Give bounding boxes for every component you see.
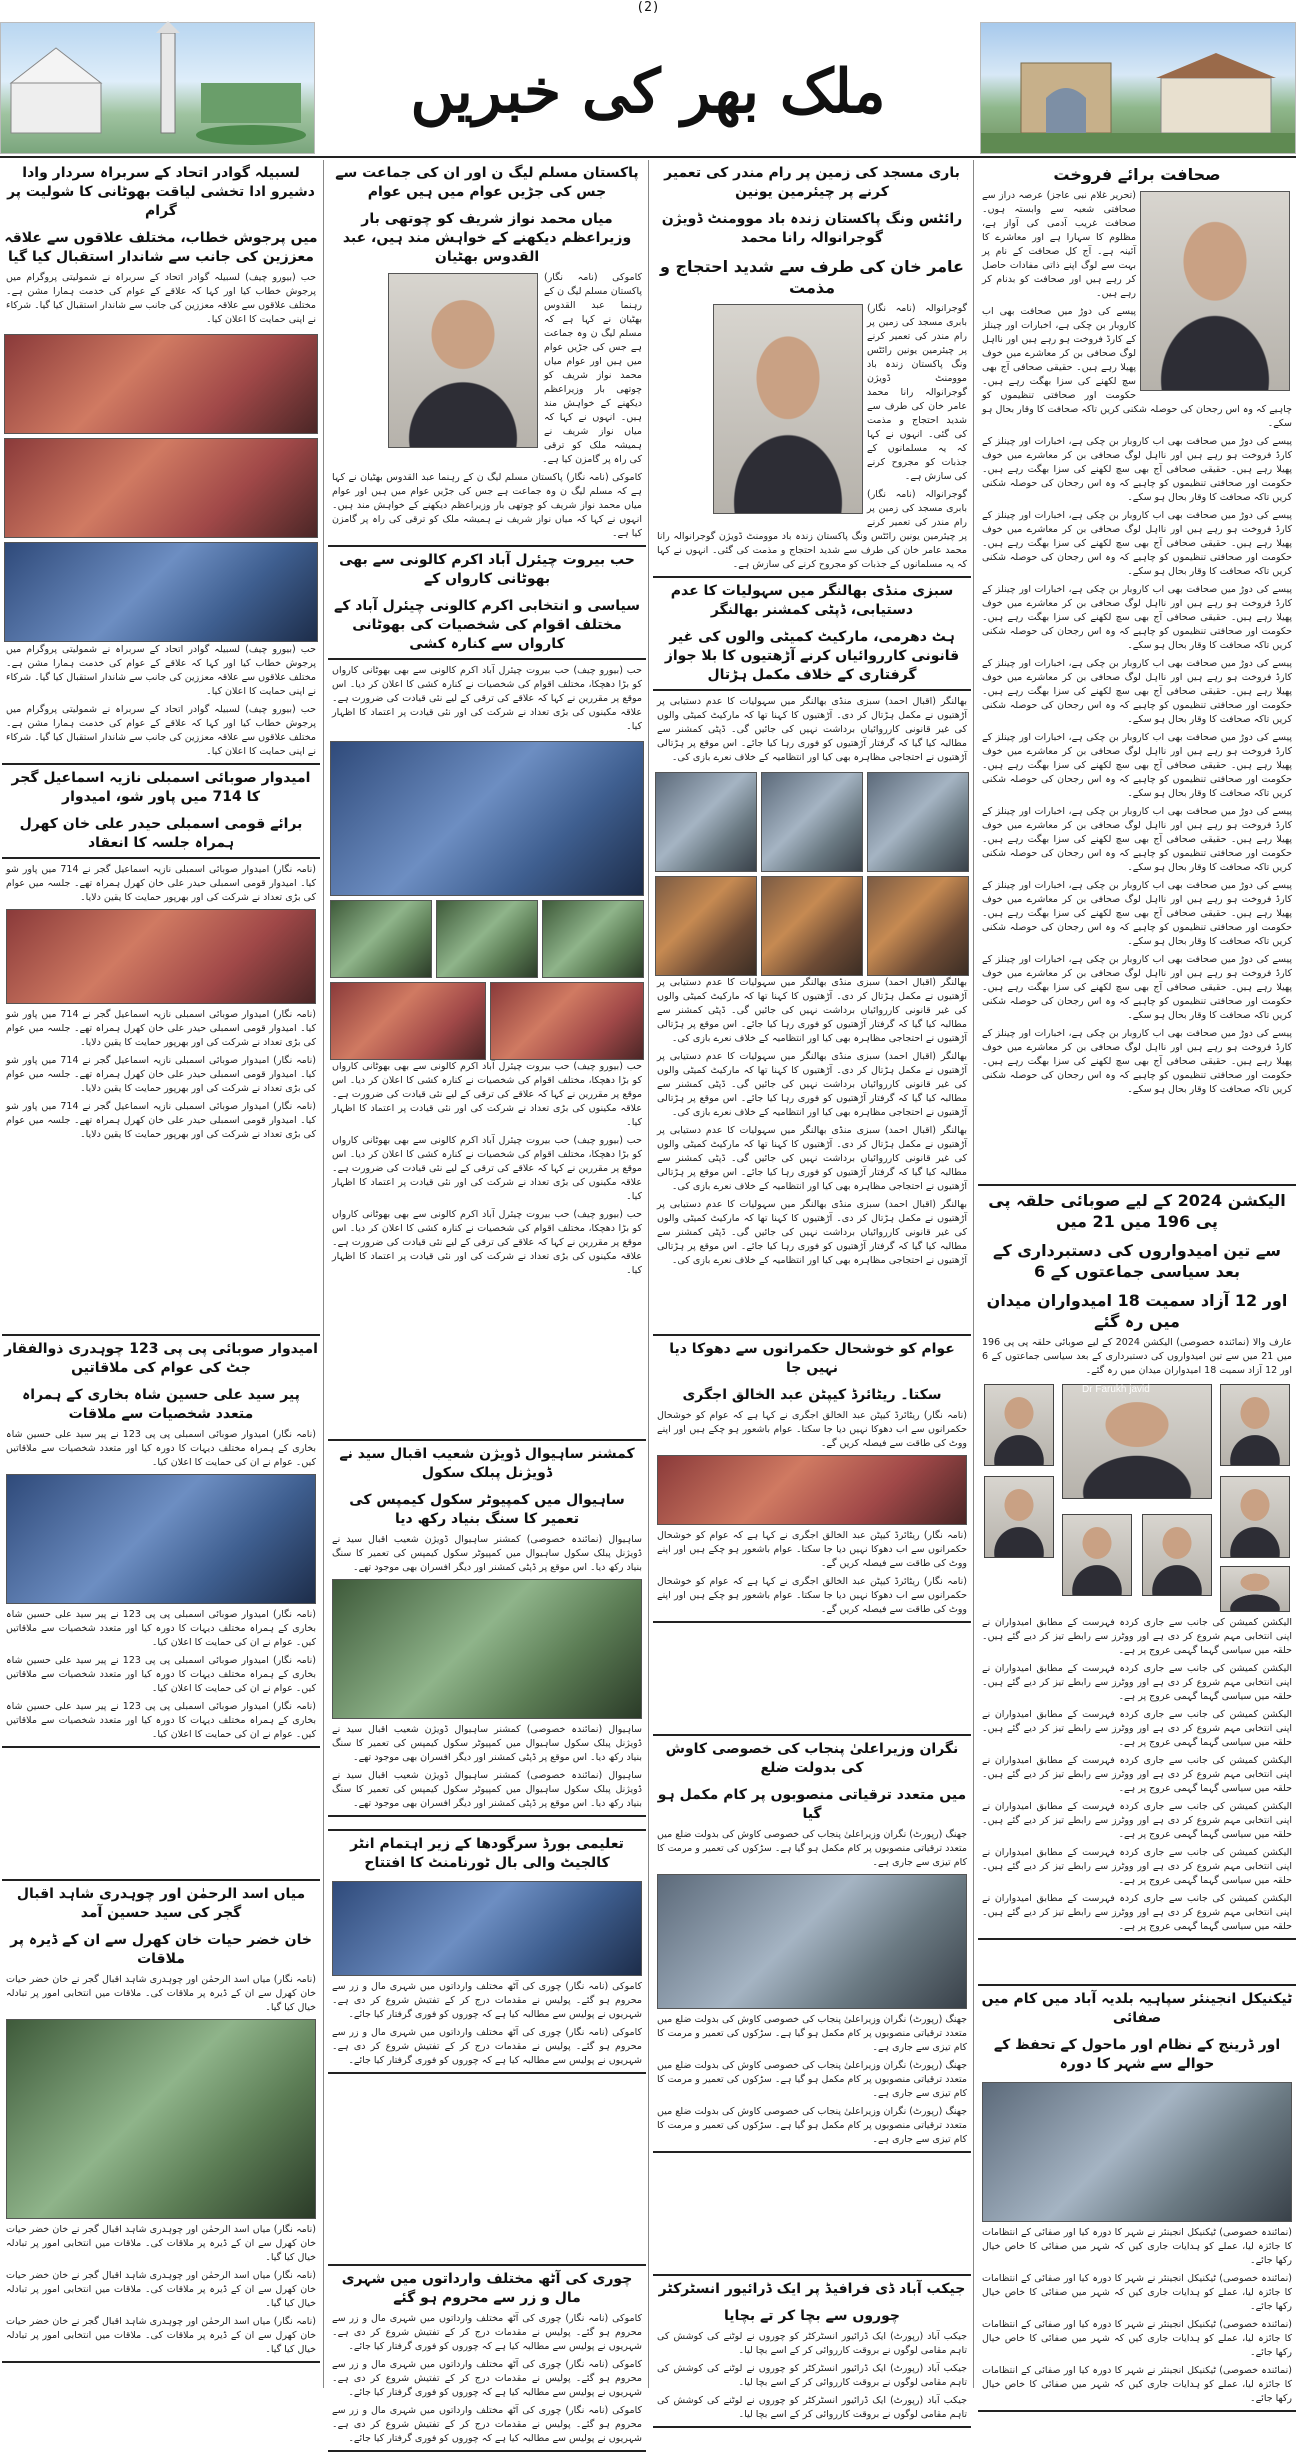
article-headline: لسبیلہ گوادر اتحاد کے سربراہ سردار وادا دشیرو ادا تخشی لیاقت بھوٹانی کا شولیت پر گرام [7, 165, 315, 219]
article-text: الیکشن کمیشن کی جانب سے جاری کردہ فہرست کے مطابق امیدواران نے اپنی انتخابی مہم شروع کر دی ہے اور ووٹرز سے رابطے تیز کر دیے گئے ہیں۔ حلقہ میں سیاسی گہما گہمی عروج پر ہے۔ [982, 1663, 1292, 1702]
article-text: جھنگ (رپورٹ) نگران وزیراعلیٰ پنجاب کی خصوصی کاوش کی بدولت ضلع میں متعدد ترقیاتی منصوبوں پر کام مکمل ہو گیا ہے۔ سڑکوں کی تعمیر و مرمت کا کام تیزی سے جاری ہے۔ [657, 1829, 967, 1868]
gathering-photo [330, 900, 432, 978]
theft-headline: چوروں سے بچا کر تے بچایا [724, 2308, 900, 2324]
strike-photo-grid [655, 769, 969, 974]
engineer-headline: ٹیکنیکل انجینئر سپاہیہ بلدیہ آباد میں کام میں صفائی [981, 1991, 1293, 2026]
column-left [2, 160, 320, 2388]
article-text: (نامہ نگار) میاں اسد الرحمٰن اور چوہدری شاہد اقبال گجر نے خان خضر حیات خان کھرل سے ان کے ڈیرہ پر ملاقات کی۔ ملاقات میں انتخابی امور پر تبادلہ خیال کیا گیا۔ [6, 2270, 316, 2309]
strike-photo [867, 876, 969, 976]
gate-icon [981, 23, 1295, 153]
column-right [978, 160, 1296, 2404]
article-text: (نامہ نگار) امیدوار صوبائی اسمبلی پی پی 123 نے پیر سید علی حسین شاہ بخاری کے ہمراہ مختلف دیہات کا دورہ کیا اور متعدد شخصیات سے ملاقاتیں کیں۔ عوام نے ان کی حمایت کا اعلان کیا۔ [6, 1655, 317, 1694]
article-text: ساہیوال (نمائندہ خصوصی) کمشنر ساہیوال ڈویژن شعیب اقبال سید نے ڈویژنل پبلک سکول ساہیوال میں کمپیوٹر سکول کیمپس کی تعمیر کا سنگ بنیاد رکھ دیا۔ اس موقع پر ڈپٹی کمشنر اور دیگر افسران بھی موجود تھے۔ [332, 1724, 642, 1763]
crime-headline: چوری کی آٹھ مختلف وارداتوں میں شہری مال و زر سے محروم ہو گئے [341, 2271, 633, 2306]
strike-photo [761, 772, 863, 872]
article-text: (نمائندہ خصوصی) ٹیکنیکل انجینئر نے شہر کا دورہ کیا اور صفائی کے انتظامات کا جائزہ لیا، عملے کو ہدایات جاری کیں کہ شہر میں صفائی کا خاص خیال رکھا جائے۔ [982, 2227, 1292, 2266]
program-photo-grid [4, 331, 318, 641]
article-text: (نامہ نگار) امیدوار صوبائی اسمبلی نازیہ اسماعیل گجر نے 714 میں پاور شو کیا۔ امیدوار قومی اسمبلی حیدر علی خان کھرل ہمراہ تھے۔ جلسہ میں عوام کی بڑی تعداد نے شرکت کی اور بھرپور حمایت کا یقین دلایا۔ [6, 1101, 317, 1140]
gathering-photo [330, 982, 486, 1060]
article-text: (نامہ نگار) ریٹائرڈ کیپٹن عبد الخالق اجگری نے کہا ہے کہ عوام کو خوشحال حکمرانوں سے اب دھوکا نہیں دیا جا سکتا۔ عوام باشعور ہو چکے ہیں اور اپنے ووٹ کی طاقت سے فیصلہ کریں گے۔ [657, 1410, 967, 1449]
na-headline: امیدوار صوبائی اسمبلی نازیہ اسماعیل گجر کا 714 میں پاور شو، امیدوار [11, 770, 311, 805]
article-text: گوجرانوالہ (نامہ نگار) بابری مسجد کی زمین پر رام مندر کی تعمیر کرنے پر چیئرمین یونین رائٹس ونگ پاکستان زندہ باد موومنٹ ڈویژن گوجرانوالہ رانا محمد عامر خان کی طرف سے شدید احتجاج و مذمت کی گئی۔ انہوں نے کہا کہ یہ مسلمانوں کے جذبات کو مجروح کرنے کی سازش ہے۔ [657, 489, 967, 570]
article-text: الیکشن کمیشن کی جانب سے جاری کردہ فہرست کے مطابق امیدواران نے اپنی انتخابی مہم شروع کر دی ہے اور ووٹرز سے رابطے تیز کر دیے گئے ہیں۔ حلقہ میں سیاسی گہما گہمی عروج پر ہے۔ [982, 1801, 1292, 1840]
article-text: الیکشن کمیشن کی جانب سے جاری کردہ فہرست کے مطابق امیدواران نے اپنی انتخابی مہم شروع کر دی ہے اور ووٹرز سے رابطے تیز کر دیے گئے ہیں۔ حلقہ میں سیاسی گہما گہمی عروج پر ہے۔ [982, 1709, 1292, 1748]
candidate-photo [1220, 1566, 1290, 1612]
article-text: حب (بیورو چیف) حب بیروت چیئرل آباد اکرم کالونی سے بھی بھوٹانی کارواں کو بڑا دھچکا، مختلف اقوام کی شخصیات نے کنارہ کشی کا اعلان کر دیا۔ اس موقع پر مقررین نے کہا کہ علاقے کی ترقی کے لیے نئی قیادت کی ضرورت ہے۔ علاقہ مکینوں کی بڑی تعداد نے شرکت کی اور نئی قیادت پر اعتماد کا اظہار کیا۔ [332, 1135, 642, 1202]
article-text: (نامہ نگار) امیدوار صوبائی اسمبلی پی پی 123 نے پیر سید علی حسین شاہ بخاری کے ہمراہ مختلف دیہات کا دورہ کیا اور متعدد شخصیات سے ملاقاتیں کیں۔ عوام نے ان کی حمایت کا اعلان کیا۔ [6, 1701, 317, 1740]
program-photo [4, 334, 318, 434]
pp-headline: پیر سید علی حسین شاہ بخاری کے ہمراہ متعدد شخصیات سے ملاقات [22, 1387, 300, 1422]
ceremony-photo [332, 1579, 642, 1719]
article-text: کاموکی (نامہ نگار) چوری کی آٹھ مختلف وارداتوں میں شہری مال و زر سے محروم ہو گئے۔ پولیس نے مقدمات درج کر کے تفتیش شروع کر دی ہے۔ شہریوں نے پولیس سے مطالبہ کیا ہے کہ چوروں کو فوری گرفتار کیا جائے۔ [332, 2405, 642, 2444]
column-center-right [653, 160, 971, 2420]
road-work-photo [657, 1874, 967, 2009]
column-separator [648, 160, 649, 2388]
caravan-headline: حب بیروت چیئرل آباد اکرم کالونی سے بھی بھوٹانی کارواں کے [339, 552, 635, 587]
article-text: (نامہ نگار) ریٹائرڈ کیپٹن عبد الخالق اجگری نے کہا ہے کہ عوام کو خوشحال حکمرانوں سے اب دھوکا نہیں دیا جا سکتا۔ عوام باشعور ہو چکے ہیں اور اپنے ووٹ کی طاقت سے فیصلہ کریں گے۔ [657, 1576, 967, 1615]
article-text: پیسے کی دوڑ میں صحافت بھی اب کاروبار بن چکی ہے، اخبارات اور چینلز کے کارڈ فروخت ہو رہے ہیں اور نااہل لوگ صحافی بن کر معاشرے میں خوف پھیلا رہے ہیں۔ حقیقی صحافی آج بھی سچ لکھنے کی سزا بھگت رہے ہیں۔ حکومت اور صحافتی تنظیموں کو چاہیے کہ وہ اس رجحان کی حوصلہ شکنی کریں تاکہ صحافت کا وقار بحال ہو سکے۔ [982, 436, 1292, 503]
article-headline: صحافت برائے فروخت [1053, 165, 1221, 184]
article-text: بھالنگر (اقبال احمد) سبزی منڈی بھالنگر میں سہولیات کا عدم دستیابی پر آڑھتیوں نے مکمل ہڑتال کر دی۔ آڑھتیوں کا کہنا تھا کہ مارکیٹ کمیٹی والوں کی غیر قانونی کارروائیاں برداشت نہیں کی جائیں گی۔ ڈپٹی کمشنر سے مطالبہ کیا گیا کہ گرفتار آڑھتیوں کو فوری رہا کیا جائے۔ اس موقع پر ہڑتالی آڑھتیوں نے احتجاجی مظاہرہ بھی کیا اور انتظامیہ کے خلاف نعرے بازی کی۔ [657, 977, 967, 1044]
column-center-left [328, 160, 646, 2444]
article-text: (نامہ نگار) امیدوار صوبائی اسمبلی نازیہ اسماعیل گجر نے 714 میں پاور شو کیا۔ امیدوار قومی اسمبلی حیدر علی خان کھرل ہمراہ تھے۔ جلسہ میں عوام کی بڑی تعداد نے شرکت کی اور بھرپور حمایت کا یقین دلایا۔ [6, 1009, 317, 1048]
election-headline: اور 12 آزاد سمیت 18 امیدواران میدان میں رہ گئے [986, 1291, 1288, 1331]
article-text: بھالنگر (اقبال احمد) سبزی منڈی بھالنگر میں سہولیات کا عدم دستیابی پر آڑھتیوں نے مکمل ہڑتال کر دی۔ آڑھتیوں کا کہنا تھا کہ مارکیٹ کمیٹی والوں کی غیر قانونی کارروائیاں برداشت نہیں کی جائیں گی۔ ڈپٹی کمشنر سے مطالبہ کیا گیا کہ گرفتار آڑھتیوں کو فوری رہا کیا جائے۔ اس موقع پر ہڑتالی آڑھتیوں نے احتجاجی مظاہرہ بھی کیا اور انتظامیہ کے خلاف نعرے بازی کی۔ [657, 1125, 967, 1192]
article-text: (نمائندہ خصوصی) ٹیکنیکل انجینئر نے شہر کا دورہ کیا اور صفائی کے انتظامات کا جائزہ لیا، عملے کو ہدایات جاری کیں کہ شہر میں صفائی کا خاص خیال رکھا جائے۔ [982, 2319, 1292, 2358]
article-text: گوجرانوالہ (نامہ نگار) بابری مسجد کی زمین پر رام مندر کی تعمیر کرنے پر چیئرمین یونین رائٹس ونگ پاکستان زندہ باد موومنٹ ڈویژن گوجرانوالہ رانا محمد عامر خان کی طرف سے شدید احتجاج و مذمت کی گئی۔ انہوں نے کہا کہ یہ مسلمانوں کے جذبات کو مجروح کرنے کی سازش ہے۔ [867, 303, 967, 482]
article-text: (نمائندہ خصوصی) ٹیکنیکل انجینئر نے شہر کا دورہ کیا اور صفائی کے انتظامات کا جائزہ لیا، عملے کو ہدایات جاری کیں کہ شہر میں صفائی کا خاص خیال رکھا جائے۔ [982, 2273, 1292, 2312]
landmarks-photo-right [980, 22, 1296, 154]
article-text: پیسے کی دوڑ میں صحافت بھی اب کاروبار بن چکی ہے، اخبارات اور چینلز کے کارڈ فروخت ہو رہے ہیں اور نااہل لوگ صحافی بن کر معاشرے میں خوف پھیلا رہے ہیں۔ حقیقی صحافی آج بھی سچ لکھنے کی سزا بھگت رہے ہیں۔ حکومت اور صحافتی تنظیموں کو چاہیے کہ وہ اس رجحان کی حوصلہ شکنی کریں تاکہ صحافت کا وقار بحال ہو سکے۔ [982, 954, 1292, 1021]
pp-headline: امیدوار صوبائی پی پی 123 چوہدری ذوالفقار جٹ کی عوام کی ملاقاتیں [4, 1341, 318, 1376]
article-text: عارف والا (نمائندہ خصوصی) الیکشن 2024 کے لیے صوبائی حلقہ پی پی 196 میں 21 میں سے تین امیدواروں کی دستبرداری کے بعد سیاسی جماعتوں کے 6 اور 12 آزاد سمیت 18 امیدواران میدان میں رہ گئے۔ [982, 1337, 1292, 1376]
article-text: بھالنگر (اقبال احمد) سبزی منڈی بھالنگر میں سہولیات کا عدم دستیابی پر آڑھتیوں نے مکمل ہڑتال کر دی۔ آڑھتیوں کا کہنا تھا کہ مارکیٹ کمیٹی والوں کی غیر قانونی کارروائیاں برداشت نہیں کی جائیں گی۔ ڈپٹی کمشنر سے مطالبہ کیا گیا کہ گرفتار آڑھتیوں کو فوری رہا کیا جائے۔ اس موقع پر ہڑتالی آڑھتیوں نے احتجاجی مظاہرہ بھی کیا اور انتظامیہ کے خلاف نعرے بازی کی۔ [657, 1199, 967, 1266]
sports-headline: تعلیمی بورڈ سرگودھا کے زیر اہتمام انٹر کالجیٹ والی بال ٹورنامنٹ کا افتتاح [350, 1836, 624, 1871]
candidate-photo [1142, 1514, 1212, 1596]
caravan-photo-grid [330, 738, 644, 1058]
article-text: (تحریر غلام نبی عاجز) عرصہ دراز سے صحافتی شعبہ سے وابستہ ہوں۔ صحافت غریب آدمی کی آواز ہے، مظلوم کا سہارا ہے اور معاشرے کا آئینہ ہے۔ آج کل صحافت کے نام پر بہت سے لوگ اپنے ذاتی مفادات حاصل کر رہے ہیں اور صحافت کو بدنام کر رہے ہیں۔ [982, 190, 1136, 299]
article-text: پیسے کی دوڑ میں صحافت بھی اب کاروبار بن چکی ہے، اخبارات اور چینلز کے کارڈ فروخت ہو رہے ہیں اور نااہل لوگ صحافی بن کر معاشرے میں خوف پھیلا رہے ہیں۔ حقیقی صحافی آج بھی سچ لکھنے کی سزا بھگت رہے ہیں۔ حکومت اور صحافتی تنظیموں کو چاہیے کہ وہ اس رجحان کی حوصلہ شکنی کریں تاکہ صحافت کا وقار بحال ہو سکے۔ [982, 732, 1292, 799]
public-headline: عوام کو خوشحال حکمرانوں سے دھوکا دیا نہیں جا [669, 1341, 955, 1376]
politician-portrait [388, 273, 538, 448]
strike-photo [761, 876, 863, 976]
na-headline: برائے قومی اسمبلی حیدر علی خان کھرل ہمراہ جلسہ کا انعقاد [19, 816, 303, 851]
photo-caption: Dr Farukh javid [1082, 1384, 1150, 1395]
article-headline: میاں محمد نواز شریف کو چوتھی بار وزیراعظم دیکھنے کے خواہش مند ہیں، عبد القدوس بھٹیان [342, 211, 632, 265]
article-text: پیسے کی دوڑ میں صحافت بھی اب کاروبار بن چکی ہے، اخبارات اور چینلز کے کارڈ فروخت ہو رہے ہیں اور نااہل لوگ صحافی بن کر معاشرے میں خوف پھیلا رہے ہیں۔ حقیقی صحافی آج بھی سچ لکھنے کی سزا بھگت رہے ہیں۔ حکومت اور صحافتی تنظیموں کو چاہیے کہ وہ اس رجحان کی حوصلہ شکنی کریں تاکہ صحافت کا وقار بحال ہو سکے۔ [982, 880, 1292, 947]
article-text: جیکب آباد (رپورٹ) ایک ڈرائیور انسٹرکٹر کو چوروں نے لوٹنے کی کوشش کی تاہم مقامی لوگوں نے بروقت کارروائی کر کے اسے بچا لیا۔ [657, 2331, 967, 2356]
candidate-photo [1220, 1476, 1290, 1558]
article-text: حب (بیورو چیف) لسبیلہ گوادر اتحاد کے سربراہ نے شمولیتی پروگرام میں پرجوش خطاب کیا اور کہا کہ علاقے کے عوام کی خدمت ہمارا مشن ہے۔ مختلف علاقوں سے علاقہ معززین کی جانب سے شاندار استقبال کیا گیا۔ شرکاء نے اپنی حمایت کا اعلان کیا۔ [6, 644, 316, 697]
article-text: پیسے کی دوڑ میں صحافت بھی اب کاروبار بن چکی ہے، اخبارات اور چینلز کے کارڈ فروخت ہو رہے ہیں اور نااہل لوگ صحافی بن کر معاشرے میں خوف پھیلا رہے ہیں۔ حقیقی صحافی آج بھی سچ لکھنے کی سزا بھگت رہے ہیں۔ حکومت اور صحافتی تنظیموں کو چاہیے کہ وہ اس رجحان کی حوصلہ شکنی کریں تاکہ صحافت کا وقار بحال ہو سکے۔ [982, 658, 1292, 725]
masthead-banner [0, 22, 1296, 154]
gathering-photo [542, 900, 644, 978]
column-separator [973, 160, 974, 2388]
article-text: پیسے کی دوڑ میں صحافت بھی اب کاروبار بن چکی ہے، اخبارات اور چینلز کے کارڈ فروخت ہو رہے ہیں اور نااہل لوگ صحافی بن کر معاشرے میں خوف پھیلا رہے ہیں۔ حقیقی صحافی آج بھی سچ لکھنے کی سزا بھگت رہے ہیں۔ حکومت اور صحافتی تنظیموں کو چاہیے کہ وہ اس رجحان کی حوصلہ شکنی کریں تاکہ صحافت کا وقار بحال ہو سکے۔ [982, 584, 1292, 651]
article-text: حب (بیورو چیف) حب بیروت چیئرل آباد اکرم کالونی سے بھی بھوٹانی کارواں کو بڑا دھچکا، مختلف اقوام کی شخصیات نے کنارہ کشی کا اعلان کر دیا۔ اس موقع پر مقررین نے کہا کہ علاقے کی ترقی کے لیے نئی قیادت کی ضرورت ہے۔ علاقہ مکینوں کی بڑی تعداد نے شرکت کی اور نئی قیادت پر اعتماد کا اظہار کیا۔ [332, 665, 642, 732]
article-text: (نامہ نگار) میاں اسد الرحمٰن اور چوہدری شاہد اقبال گجر نے خان خضر حیات خان کھرل سے ان کے ڈیرہ پر ملاقات کی۔ ملاقات میں انتخابی امور پر تبادلہ خیال کیا گیا۔ [6, 2224, 316, 2263]
meeting-headline: میاں اسد الرحمٰن اور چوہدری شاہد اقبال گجر کی سید حسین آمد [16, 1886, 306, 1921]
article-text: الیکشن کمیشن کی جانب سے جاری کردہ فہرست کے مطابق امیدواران نے اپنی انتخابی مہم شروع کر دی ہے اور ووٹرز سے رابطے تیز کر دیے گئے ہیں۔ حلقہ میں سیاسی گہما گہمی عروج پر ہے۔ [982, 1617, 1292, 1656]
article-text: بھالنگر (اقبال احمد) سبزی منڈی بھالنگر میں سہولیات کا عدم دستیابی پر آڑھتیوں نے مکمل ہڑتال کر دی۔ آڑھتیوں کا کہنا تھا کہ مارکیٹ کمیٹی والوں کی غیر قانونی کارروائیاں برداشت نہیں کی جائیں گی۔ ڈپٹی کمشنر سے مطالبہ کیا گیا کہ گرفتار آڑھتیوں کو فوری رہا کیا جائے۔ اس موقع پر ہڑتالی آڑھتیوں نے احتجاجی مظاہرہ بھی کیا اور انتظامیہ کے خلاف نعرے بازی کی۔ [657, 1051, 967, 1118]
article-text: حب (بیورو چیف) لسبیلہ گوادر اتحاد کے سربراہ نے شمولیتی پروگرام میں پرجوش خطاب کیا اور کہا کہ علاقے کے عوام کی خدمت ہمارا مشن ہے۔ مختلف علاقوں سے علاقہ معززین کی جانب سے شاندار استقبال کیا گیا۔ شرکاء نے اپنی حمایت کا اعلان کیا۔ [6, 272, 316, 325]
article-text: (نامہ نگار) امیدوار صوبائی اسمبلی پی پی 123 نے پیر سید علی حسین شاہ بخاری کے ہمراہ مختلف دیہات کا دورہ کیا اور متعدد شخصیات سے ملاقاتیں کیں۔ عوام نے ان کی حمایت کا اعلان کیا۔ [6, 1609, 317, 1648]
article-text: جیکب آباد (رپورٹ) ایک ڈرائیور انسٹرکٹر کو چوروں نے لوٹنے کی کوشش کی تاہم مقامی لوگوں نے بروقت کارروائی کر کے اسے بچا لیا۔ [657, 2363, 967, 2388]
article-text: الیکشن کمیشن کی جانب سے جاری کردہ فہرست کے مطابق امیدواران نے اپنی انتخابی مہم شروع کر دی ہے اور ووٹرز سے رابطے تیز کر دیے گئے ہیں۔ حلقہ میں سیاسی گہما گہمی عروج پر ہے۔ [982, 1847, 1292, 1886]
election-headline: الیکشن 2024 کے لیے صوبائی حلقہ پی پی 196 میں 21 میں [988, 1191, 1286, 1231]
caravan-headline: سیاسی و انتخابی اکرم کالونی چیئرل آباد کے مختلف اقوام کی شخصیات کی بھوٹانی کارواں سے کنارہ کشی [333, 598, 640, 652]
article-text: بھالنگر (اقبال احمد) سبزی منڈی بھالنگر میں سہولیات کا عدم دستیابی پر آڑھتیوں نے مکمل ہڑتال کر دی۔ آڑھتیوں کا کہنا تھا کہ مارکیٹ کمیٹی والوں کی غیر قانونی کارروائیاں برداشت نہیں کی جائیں گی۔ ڈپٹی کمشنر سے مطالبہ کیا گیا کہ گرفتار آڑھتیوں کو فوری رہا کیا جائے۔ اس موقع پر ہڑتالی آڑھتیوں نے احتجاجی مظاہرہ بھی کیا اور انتظامیہ کے خلاف نعرے بازی کی۔ [657, 696, 967, 763]
team-photo [332, 1881, 642, 1976]
strike-photo [867, 772, 969, 872]
candidate-photo [984, 1476, 1054, 1558]
article-text: حب (بیورو چیف) حب بیروت چیئرل آباد اکرم کالونی سے بھی بھوٹانی کارواں کو بڑا دھچکا، مختلف اقوام کی شخصیات نے کنارہ کشی کا اعلان کر دیا۔ اس موقع پر مقررین نے کہا کہ علاقے کی ترقی کے لیے نئی قیادت کی ضرورت ہے۔ علاقہ مکینوں کی بڑی تعداد نے شرکت کی اور نئی قیادت پر اعتماد کا اظہار کیا۔ [332, 1209, 642, 1276]
theft-headline: جیکب آباد ڈی فرافیڈ پر ایک ڈرائیور انسٹرکٹر [658, 2281, 966, 2297]
masthead-title: ملک بھر کی خبریں [410, 57, 886, 127]
school-headline: کمشنر ساہیوال ڈویژن شعیب اقبال سید نے ڈویژنل پبلک سکول [339, 1446, 635, 1481]
article-text: پیسے کی دوڑ میں صحافت بھی اب کاروبار بن چکی ہے، اخبارات اور چینلز کے کارڈ فروخت ہو رہے ہیں اور نااہل لوگ صحافی بن کر معاشرے میں خوف پھیلا رہے ہیں۔ حقیقی صحافی آج بھی سچ لکھنے کی سزا بھگت رہے ہیں۔ حکومت اور صحافتی تنظیموں کو چاہیے کہ وہ اس رجحان کی حوصلہ شکنی کریں تاکہ صحافت کا وقار بحال ہو سکے۔ [982, 306, 1292, 429]
article-text: (نامہ نگار) ریٹائرڈ کیپٹن عبد الخالق اجگری نے کہا ہے کہ عوام کو خوشحال حکمرانوں سے اب دھوکا نہیں دیا جا سکتا۔ عوام باشعور ہو چکے ہیں اور اپنے ووٹ کی طاقت سے فیصلہ کریں گے۔ [657, 1530, 967, 1569]
article-text: (نامہ نگار) امیدوار صوبائی اسمبلی پی پی 123 نے پیر سید علی حسین شاہ بخاری کے ہمراہ مختلف دیہات کا دورہ کیا اور متعدد شخصیات سے ملاقاتیں کیں۔ عوام نے ان کی حمایت کا اعلان کیا۔ [6, 1429, 317, 1468]
meeting-headline: خان خضر حیات خان کھرل سے ان کے ڈیرہ پر ملاقات [10, 1932, 312, 1967]
candidates-collage [982, 1382, 1292, 1612]
protest-leader-portrait [713, 304, 863, 514]
article-text: جھنگ (رپورٹ) نگران وزیراعلیٰ پنجاب کی خصوصی کاوش کی بدولت ضلع میں متعدد ترقیاتی منصوبوں پر کام مکمل ہو گیا ہے۔ سڑکوں کی تعمیر و مرمت کا کام تیزی سے جاری ہے۔ [657, 2014, 967, 2053]
meeting-photo [6, 2019, 316, 2219]
top-rule [0, 156, 1296, 158]
article-text: کاموکی (نامہ نگار) چوری کی آٹھ مختلف وارداتوں میں شہری مال و زر سے محروم ہو گئے۔ پولیس نے مقدمات درج کر کے تفتیش شروع کر دی ہے۔ شہریوں نے پولیس سے مطالبہ کیا ہے کہ چوروں کو فوری گرفتار کیا جائے۔ [332, 2027, 642, 2066]
article-headline: میں پرجوش خطاب، مختلف علاقوں سے علاقہ معززین کی جانب سے شاندار استقبال کیا گیا [4, 230, 318, 265]
gathering-photo [330, 741, 644, 896]
school-headline: ساہیوال میں کمپیوٹر سکول کیمپس کی تعمیر کا سنگ بنیاد رکھ دیا [349, 1492, 625, 1527]
article-text: (نامہ نگار) میاں اسد الرحمٰن اور چوہدری شاہد اقبال گجر نے خان خضر حیات خان کھرل سے ان کے ڈیرہ پر ملاقات کی۔ ملاقات میں انتخابی امور پر تبادلہ خیال کیا گیا۔ [6, 2316, 316, 2355]
article-text: پیسے کی دوڑ میں صحافت بھی اب کاروبار بن چکی ہے، اخبارات اور چینلز کے کارڈ فروخت ہو رہے ہیں اور نااہل لوگ صحافی بن کر معاشرے میں خوف پھیلا رہے ہیں۔ حقیقی صحافی آج بھی سچ لکھنے کی سزا بھگت رہے ہیں۔ حکومت اور صحافتی تنظیموں کو چاہیے کہ وہ اس رجحان کی حوصلہ شکنی کریں تاکہ صحافت کا وقار بحال ہو سکے۔ [982, 1028, 1292, 1095]
article-text: کاموکی (نامہ نگار) چوری کی آٹھ مختلف وارداتوں میں شہری مال و زر سے محروم ہو گئے۔ پولیس نے مقدمات درج کر کے تفتیش شروع کر دی ہے۔ شہریوں نے پولیس سے مطالبہ کیا ہے کہ چوروں کو فوری گرفتار کیا جائے۔ [332, 1981, 642, 2020]
article-text: کاموکی (نامہ نگار) پاکستان مسلم لیگ ن کے رہنما عبد القدوس بھٹیان نے کہا ہے کہ مسلم لیگ ن وہ جماعت ہے جس کی جڑیں عوام میں ہیں اور عوام میاں محمد نواز شریف کو چوتھی بار وزیراعظم دیکھنے کے خواہش مند ہیں۔ انہوں نے کہا کہ میاں نواز شریف نے ہمیشہ ملک کو ترقی کی راہ پر گامزن کیا ہے۔ [542, 272, 642, 465]
rally-photo [6, 909, 316, 1004]
landmarks-photo-left [0, 22, 315, 154]
candidate-photo-main [1062, 1384, 1212, 1499]
article-text: جھنگ (رپورٹ) نگران وزیراعلیٰ پنجاب کی خصوصی کاوش کی بدولت ضلع میں متعدد ترقیاتی منصوبوں پر کام مکمل ہو گیا ہے۔ سڑکوں کی تعمیر و مرمت کا کام تیزی سے جاری ہے۔ [657, 2060, 967, 2099]
article-text: کاموکی (نامہ نگار) چوری کی آٹھ مختلف وارداتوں میں شہری مال و زر سے محروم ہو گئے۔ پولیس نے مقدمات درج کر کے تفتیش شروع کر دی ہے۔ شہریوں نے پولیس سے مطالبہ کیا ہے کہ چوروں کو فوری گرفتار کیا جائے۔ [332, 2313, 642, 2352]
article-text: (نمائندہ خصوصی) ٹیکنیکل انجینئر نے شہر کا دورہ کیا اور صفائی کے انتظامات کا جائزہ لیا، عملے کو ہدایات جاری کیں کہ شہر میں صفائی کا خاص خیال رکھا جائے۔ [982, 2365, 1292, 2404]
article-text: حب (بیورو چیف) حب بیروت چیئرل آباد اکرم کالونی سے بھی بھوٹانی کارواں کو بڑا دھچکا، مختلف اقوام کی شخصیات نے کنارہ کشی کا اعلان کر دیا۔ اس موقع پر مقررین نے کہا کہ علاقے کی ترقی کے لیے نئی قیادت کی ضرورت ہے۔ علاقہ مکینوں کی بڑی تعداد نے شرکت کی اور نئی قیادت پر اعتماد کا اظہار کیا۔ [332, 1061, 642, 1128]
article-text: (نامہ نگار) میاں اسد الرحمٰن اور چوہدری شاہد اقبال گجر نے خان خضر حیات خان کھرل سے ان کے ڈیرہ پر ملاقات کی۔ ملاقات میں انتخابی امور پر تبادلہ خیال کیا گیا۔ [6, 1974, 316, 2013]
meeting-photo [6, 1474, 316, 1604]
article-headline: رائٹس ونگ پاکستان زندہ باد موومنٹ ڈویژن گوجرانوالہ رانا محمد [661, 211, 963, 246]
article-text: جھنگ (رپورٹ) نگران وزیراعلیٰ پنجاب کی خصوصی کاوش کی بدولت ضلع میں متعدد ترقیاتی منصوبوں پر کام مکمل ہو گیا ہے۔ سڑکوں کی تعمیر و مرمت کا کام تیزی سے جاری ہے۔ [657, 2106, 967, 2145]
election-headline: سے تین امیدواروں کی دستبرداری کے بعد سیاسی جماعتوں کے 6 [992, 1241, 1281, 1281]
cm-headline: میں متعدد ترقیاتی منصوبوں پر کام مکمل ہو گیا [657, 1787, 967, 1822]
article-text: پیسے کی دوڑ میں صحافت بھی اب کاروبار بن چکی ہے، اخبارات اور چینلز کے کارڈ فروخت ہو رہے ہیں اور نااہل لوگ صحافی بن کر معاشرے میں خوف پھیلا رہے ہیں۔ حقیقی صحافی آج بھی سچ لکھنے کی سزا بھگت رہے ہیں۔ حکومت اور صحافتی تنظیموں کو چاہیے کہ وہ اس رجحان کی حوصلہ شکنی کریں تاکہ صحافت کا وقار بحال ہو سکے۔ [982, 510, 1292, 577]
article-text: کاموکی (نامہ نگار) چوری کی آٹھ مختلف وارداتوں میں شہری مال و زر سے محروم ہو گئے۔ پولیس نے مقدمات درج کر کے تفتیش شروع کر دی ہے۔ شہریوں نے پولیس سے مطالبہ کیا ہے کہ چوروں کو فوری گرفتار کیا جائے۔ [332, 2359, 642, 2398]
author-portrait [1140, 191, 1290, 391]
article-text: حب (بیورو چیف) لسبیلہ گوادر اتحاد کے سربراہ نے شمولیتی پروگرام میں پرجوش خطاب کیا اور کہا کہ علاقے کے عوام کی خدمت ہمارا مشن ہے۔ مختلف علاقوں سے علاقہ معززین کی جانب سے شاندار استقبال کیا گیا۔ شرکاء نے اپنی حمایت کا اعلان کیا۔ [6, 704, 316, 757]
candidate-photo [984, 1384, 1054, 1466]
candidate-photo [1062, 1514, 1132, 1596]
program-photo [4, 438, 318, 538]
minar-icon [1, 23, 314, 153]
rally-photo [657, 1455, 967, 1525]
engineer-headline: اور ڈرینج کے نظام اور ماحول کے تحفظ کے حوالے سے شہر کا دورہ [993, 2037, 1281, 2072]
article-text: کاموکی (نامہ نگار) پاکستان مسلم لیگ ن کے رہنما عبد القدوس بھٹیان نے کہا ہے کہ مسلم لیگ ن وہ جماعت ہے جس کی جڑیں عوام میں ہیں اور عوام میاں محمد نواز شریف کو چوتھی بار وزیراعظم دیکھنے کے خواہش مند ہیں۔ انہوں نے کہا کہ میاں نواز شریف نے ہمیشہ ملک کو ترقی کی راہ پر گامزن کیا ہے۔ [332, 472, 642, 539]
strike-photo [655, 876, 757, 976]
article-text: الیکشن کمیشن کی جانب سے جاری کردہ فہرست کے مطابق امیدواران نے اپنی انتخابی مہم شروع کر دی ہے اور ووٹرز سے رابطے تیز کر دیے گئے ہیں۔ حلقہ میں سیاسی گہما گہمی عروج پر ہے۔ [982, 1893, 1292, 1932]
page-number: (2) [636, 0, 660, 15]
article-headline: عامر خان کی طرف سے شدید احتجاج و مذمت [660, 257, 964, 297]
article-text: (نامہ نگار) امیدوار صوبائی اسمبلی نازیہ اسماعیل گجر نے 714 میں پاور شو کیا۔ امیدوار قومی اسمبلی حیدر علی خان کھرل ہمراہ تھے۔ جلسہ میں عوام کی بڑی تعداد نے شرکت کی اور بھرپور حمایت کا یقین دلایا۔ [6, 864, 317, 903]
engineer-photo [982, 2082, 1292, 2222]
gathering-photo [436, 900, 538, 978]
public-headline: سکتا۔ ریٹائرڈ کیپٹن عبد الخالق اجگری [682, 1387, 942, 1403]
article-text: پیسے کی دوڑ میں صحافت بھی اب کاروبار بن چکی ہے، اخبارات اور چینلز کے کارڈ فروخت ہو رہے ہیں اور نااہل لوگ صحافی بن کر معاشرے میں خوف پھیلا رہے ہیں۔ حقیقی صحافی آج بھی سچ لکھنے کی سزا بھگت رہے ہیں۔ حکومت اور صحافتی تنظیموں کو چاہیے کہ وہ اس رجحان کی حوصلہ شکنی کریں تاکہ صحافت کا وقار بحال ہو سکے۔ [982, 806, 1292, 873]
article-text: جیکب آباد (رپورٹ) ایک ڈرائیور انسٹرکٹر کو چوروں نے لوٹنے کی کوشش کی تاہم مقامی لوگوں نے بروقت کارروائی کر کے اسے بچا لیا۔ [657, 2395, 967, 2420]
article-headline: پاکستان مسلم لیگ ن اور ان کی جماعت سے جس کی جڑیں عوام میں ہیں عوام [335, 165, 639, 200]
article-headline: باری مسجد کی زمین پر رام مندر کی تعمیر کرنے پر چیئرمین یونین [664, 165, 960, 200]
cm-headline: نگران وزیراعلیٰ پنجاب کی خصوصی کاوش کی بدولت ضلع [665, 1741, 959, 1776]
strike-photo [655, 772, 757, 872]
article-text: ساہیوال (نمائندہ خصوصی) کمشنر ساہیوال ڈویژن شعیب اقبال سید نے ڈویژنل پبلک سکول ساہیوال میں کمپیوٹر سکول کیمپس کی تعمیر کا سنگ بنیاد رکھ دیا۔ اس موقع پر ڈپٹی کمشنر اور دیگر افسران بھی موجود تھے۔ [332, 1534, 642, 1573]
column-separator [323, 160, 324, 2388]
veg-market-headline: ہٹ دھرمی، مارکیٹ کمیٹی والوں کی غیر قانونی کارروائیاں کرنے آڑھتیوں کا بلا جواز گرفتاری کے خلاف مکمل ہڑتال [664, 629, 960, 683]
article-text: ساہیوال (نمائندہ خصوصی) کمشنر ساہیوال ڈویژن شعیب اقبال سید نے ڈویژنل پبلک سکول ساہیوال میں کمپیوٹر سکول کیمپس کی تعمیر کا سنگ بنیاد رکھ دیا۔ اس موقع پر ڈپٹی کمشنر اور دیگر افسران بھی موجود تھے۔ [332, 1770, 642, 1809]
gathering-photo [490, 982, 644, 1060]
article-text: الیکشن کمیشن کی جانب سے جاری کردہ فہرست کے مطابق امیدواران نے اپنی انتخابی مہم شروع کر دی ہے اور ووٹرز سے رابطے تیز کر دیے گئے ہیں۔ حلقہ میں سیاسی گہما گہمی عروج پر ہے۔ [982, 1755, 1292, 1794]
article-text: (نامہ نگار) امیدوار صوبائی اسمبلی نازیہ اسماعیل گجر نے 714 میں پاور شو کیا۔ امیدوار قومی اسمبلی حیدر علی خان کھرل ہمراہ تھے۔ جلسہ میں عوام کی بڑی تعداد نے شرکت کی اور بھرپور حمایت کا یقین دلایا۔ [6, 1055, 317, 1094]
program-photo [4, 542, 318, 642]
veg-market-headline: سبزی منڈی بھالنگر میں سہولیات کا عدم دستیابی، ڈپٹی کمشنر بھالنگر [670, 583, 954, 618]
candidate-photo [1220, 1384, 1290, 1466]
